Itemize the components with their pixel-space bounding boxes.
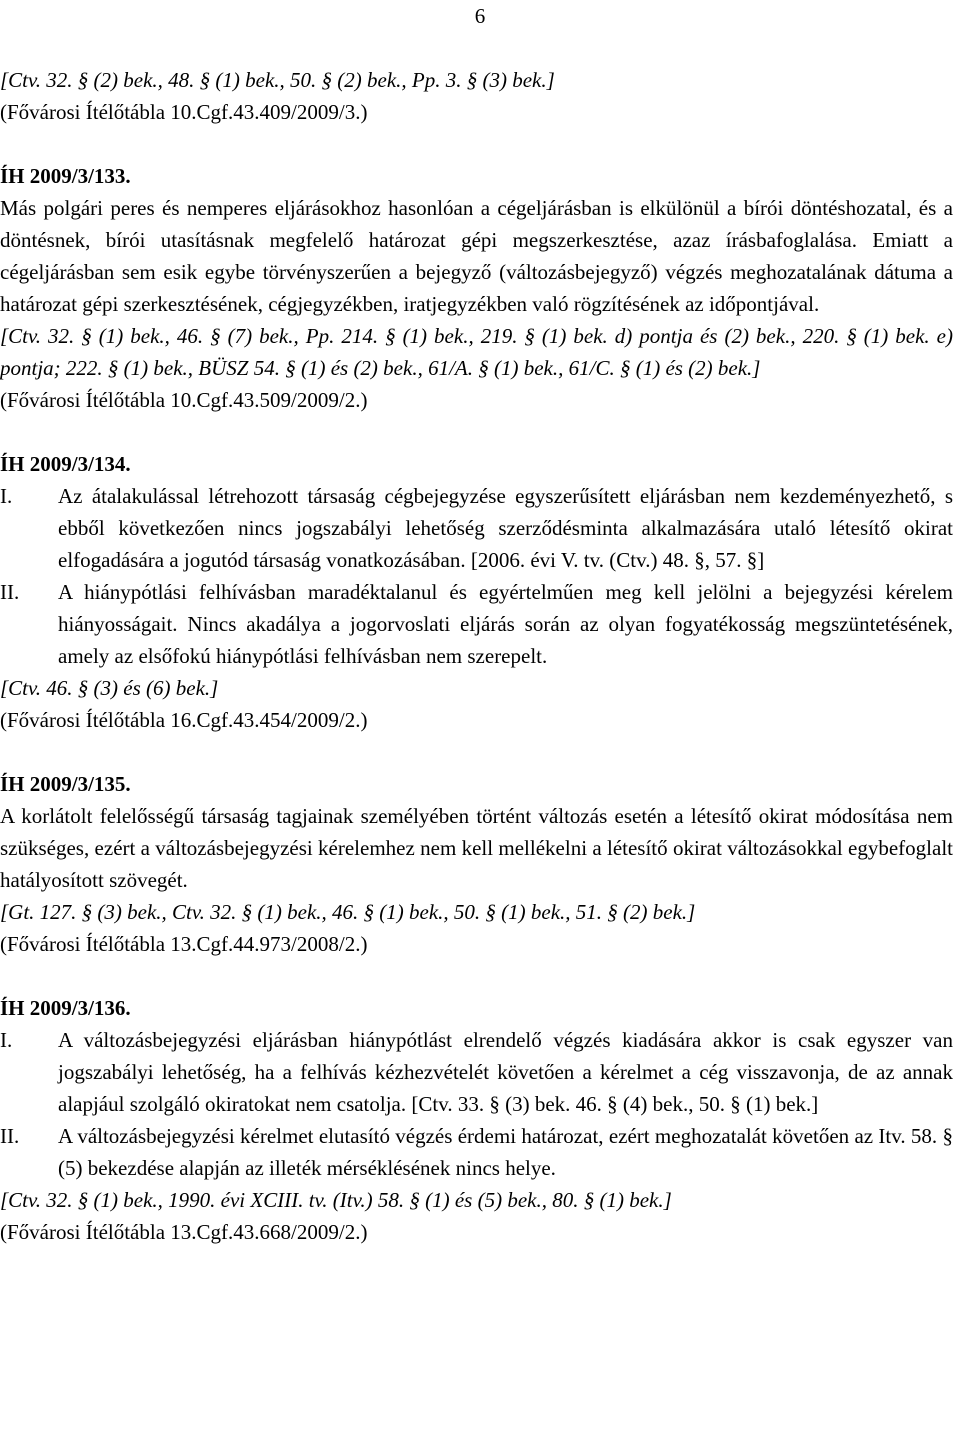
- numbered-point: [0, 480, 953, 576]
- point-text: A változásbejegyzési eljárásban hiánypótlást elrendelő végzés kiadására akkor is csak egyszer van jogszabályi lehetőség, ha a felhívás kézhezvételét követően a kérelmet a cég visszavonja, de az annak alapjául szolgáló okiratokat nem csatolja. [Ctv. 33. § (3) bek. 46. § (4) bek., 50. § (1) bek.]: [58, 1028, 953, 1116]
- decision-heading: ÍH 2009/3/136.: [0, 996, 131, 1020]
- court-reference: (Fővárosi Ítélőtábla 10.Cgf.43.409/2009/3.): [0, 100, 368, 124]
- decision-block-133: [0, 160, 953, 416]
- court-reference: (Fővárosi Ítélőtábla 10.Cgf.43.509/2009/2.): [0, 388, 368, 412]
- decision-summary: A korlátolt felelősségű társaság tagjainak személyében történt változás esetén a létesítő okirat módosítása nem szükséges, ezért a változásbejegyzési kérelemhez nem kell mellékelni a létesítő okirat változásokkal egybefoglalt hatályosított szövegét.: [0, 804, 953, 892]
- court-reference: (Fővárosi Ítélőtábla 16.Cgf.43.454/2009/2.): [0, 708, 368, 732]
- point-number: II.: [0, 1124, 20, 1148]
- numbered-point: [0, 1120, 953, 1184]
- page-number: 6: [474, 4, 486, 28]
- point-number: I.: [0, 484, 13, 508]
- point-text: A változásbejegyzési kérelmet elutasító végzés érdemi határozat, ezért meghozatalát követően az Itv. 58. § (5) bekezdése alapján az illeték mérséklésének nincs helye.: [58, 1124, 953, 1180]
- decision-block-136: [0, 992, 953, 1248]
- legal-citation: [Ctv. 32. § (2) bek., 48. § (1) bek., 50. § (2) bek., Pp. 3. § (3) bek.]: [0, 68, 555, 92]
- document-body: [0, 64, 953, 1248]
- decision-heading: ÍH 2009/3/135.: [0, 772, 131, 796]
- point-text: A hiánypótlási felhívásban maradéktalanul és egyértelműen meg kell jelölni a bejegyzési kérelem hiányosságait. Nincs akadálya a jogorvoslati eljárás során az olyan fogyatékosság megszüntetésének, amely az elsőfokú hiánypótlási felhívásban nem szerepelt.: [58, 580, 953, 668]
- numbered-point: [0, 576, 953, 672]
- legal-citation: [Ctv. 32. § (1) bek., 1990. évi XCIII. tv. (Itv.) 58. § (1) és (5) bek., 80. § (1) bek.]: [0, 1188, 672, 1212]
- court-reference: (Fővárosi Ítélőtábla 13.Cgf.43.668/2009/2.): [0, 1220, 368, 1244]
- decision-block-0: [0, 64, 953, 128]
- decision-heading: ÍH 2009/3/134.: [0, 452, 131, 476]
- legal-citation: [Ctv. 46. § (3) és (6) bek.]: [0, 676, 219, 700]
- legal-citation: [Gt. 127. § (3) bek., Ctv. 32. § (1) bek., 46. § (1) bek., 50. § (1) bek., 51. § (2) bek.]: [0, 900, 696, 924]
- decision-heading: ÍH 2009/3/133.: [0, 164, 131, 188]
- point-number: II.: [0, 580, 20, 604]
- decision-summary: Más polgári peres és nemperes eljárásokhoz hasonlóan a cégeljárásban is elkülönül a bírói döntéshozatal, és a döntésnek, bírói utasításnak megfelelő határozat gépi megszerkesztése, azaz írásbafoglalása. Emiatt a cégeljárásban sem esik egybe törvényszerűen a bejegyző (változásbejegyző) végzés meghozatalának dátuma a határozat gépi szerkesztésének, cégjegyzékben, iratjegyzékben való rögzítésének az időpontjával.: [0, 196, 953, 316]
- numbered-point: [0, 1024, 953, 1120]
- legal-citation: [Ctv. 32. § (1) bek., 46. § (7) bek., Pp. 214. § (1) bek., 219. § (1) bek. d) pontja és (2) bek., 220. § (1) bek. e) pontja; 222. § (1) bek., BÜSZ 54. § (1) és (2) bek., 61/A. § (1) bek., 61/C. § (1) és (2) bek.]: [0, 324, 953, 380]
- decision-block-135: [0, 768, 953, 960]
- court-reference: (Fővárosi Ítélőtábla 13.Cgf.44.973/2008/2.): [0, 932, 368, 956]
- point-text: Az átalakulással létrehozott társaság cégbejegyzése egyszerűsített eljárásban nem kezdeményezhető, s ebből következően nincs jogszabályi lehetőség szerződésminta alkalmazására utaló létesítő okirat elfogadására a jogutód társaság vonatkozásában. [2006. évi V. tv. (Ctv.) 48. §, 57. §]: [58, 484, 953, 572]
- point-number: I.: [0, 1028, 13, 1052]
- decision-block-134: [0, 448, 953, 736]
